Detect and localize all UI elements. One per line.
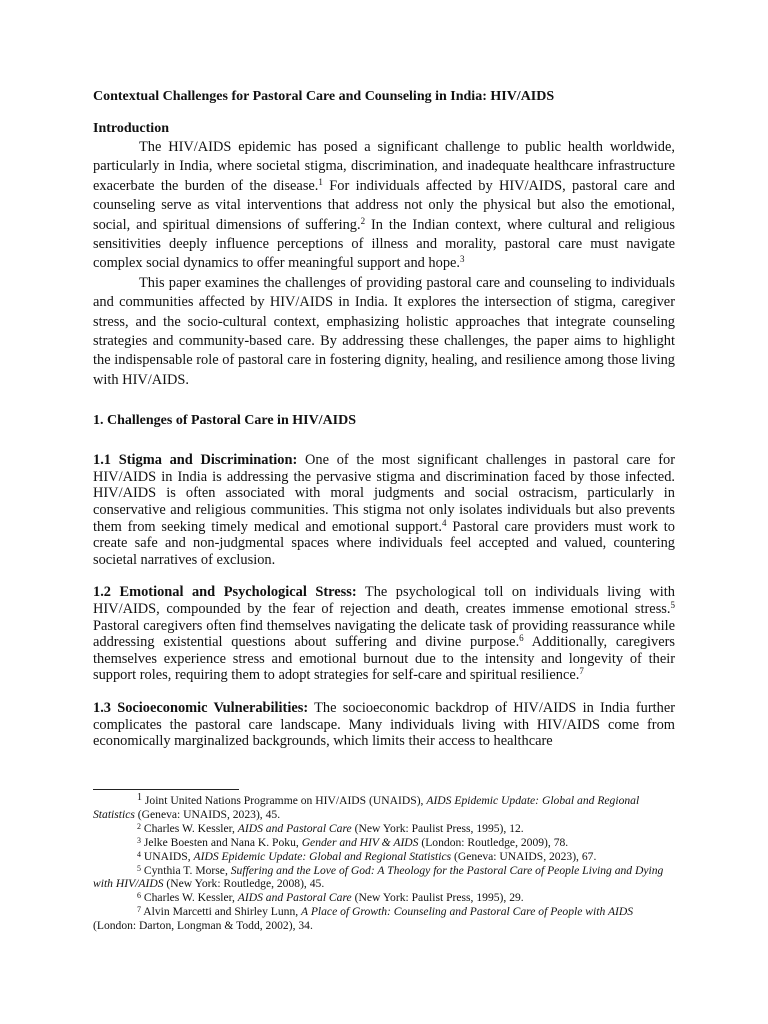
footnote-number: 1 xyxy=(137,792,142,803)
footnote-citation: (London: Routledge, 2009), 78. xyxy=(418,835,569,849)
footnote-citation: (New York: Routledge, 2008), 45. xyxy=(163,877,325,891)
footnote-separator xyxy=(93,789,239,790)
subsection-1-2-text: The psychological toll on individuals living with HIV/AIDS, compounded by the fear of rejection and death, creates immense emotional stress. xyxy=(93,584,675,618)
footnote-3 xyxy=(93,836,675,850)
subsection-1-3-text: The socioeconomic backdrop of HIV/AIDS in India further complicates the pastoral care landscape. Many individuals living with HIV/AIDS come from economically marginalized backgrounds, which limits their access to healthcare xyxy=(93,700,675,750)
subsection-1-2 xyxy=(93,584,675,684)
footnote-number: 6 xyxy=(137,891,141,901)
footnote-title: A Place of Growth: Counseling and Pastoral Care of People with AIDS xyxy=(301,905,634,919)
footnote-2 xyxy=(93,822,675,836)
footnote-title: AIDS and Pastoral Care xyxy=(237,891,352,905)
footnote-text: Jelke Boesten and Nana K. Poku, xyxy=(143,835,302,849)
footnote-title: Gender and HIV & AIDS xyxy=(301,835,419,849)
footnote-title: AIDS and Pastoral Care xyxy=(237,821,352,835)
footnote-title: AIDS Epidemic Update: Global and Regional Statistics xyxy=(93,794,640,821)
footnote-number: 5 xyxy=(137,863,141,873)
intro-sentence-3: In the Indian context, where cultural and religious sensitivities deeply influence perceptions of illness and morality, pastoral care must navigate complex social dynamics to offer meaningful support and hope. xyxy=(93,216,675,272)
footnote-ref-4: 4 xyxy=(442,517,447,528)
footnote-citation: (New York: Paulist Press, 1995), 12. xyxy=(351,821,524,835)
document-title: Contextual Challenges for Pastoral Care and Counseling in India: HIV/AIDS xyxy=(93,89,555,104)
footnote-1 xyxy=(93,794,675,822)
footnote-title: Suffering and the Love of God: A Theology for the Pastoral Care of People Living and Dying with HIV/AIDS xyxy=(93,863,664,891)
footnote-text: Charles W. Kessler, xyxy=(143,891,238,905)
footnote-ref-2: 2 xyxy=(360,215,366,226)
intro-sentence-1: The HIV/AIDS epidemic has posed a significant challenge to public health worldwide, particularly in India, where societal stigma, discrimination, and inadequate healthcare infrastructure exacerbate the burden of the disease. xyxy=(93,139,675,194)
footnote-text: Charles W. Kessler, xyxy=(143,821,238,835)
introduction-paragraph-2: This paper examines the challenges of providing pastoral care and counseling to individuals and communities affected by HIV/AIDS in India. It explores the intersection of stigma, caregiver stress, and the socio-cultural context, emphasizing holistic approaches that integrate counseling strategies and community-based care. By addressing these challenges, the paper aims to highlight the indispensable role of pastoral care in fostering dignity, healing, and resilience among those living with HIV/AIDS. xyxy=(93,274,675,388)
subsection-1-1-label: 1.1 Stigma and Discrimination: xyxy=(93,452,298,469)
subsection-1-2-label: 1.2 Emotional and Psychological Stress: xyxy=(93,584,357,601)
footnote-text: Alvin Marcetti and Shirley Lunn, xyxy=(143,905,302,919)
footnote-number: 7 xyxy=(137,905,141,915)
footnote-citation: (London: Darton, Longman & Todd, 2002), 34. xyxy=(93,919,313,933)
footnote-text: Joint United Nations Programme on HIV/AIDS (UNAIDS), xyxy=(144,794,427,807)
footnote-citation: (Geneva: UNAIDS, 2023), 67. xyxy=(451,849,597,863)
footnote-number: 4 xyxy=(137,849,141,859)
footnote-citation: (New York: Paulist Press, 1995), 29. xyxy=(351,891,524,905)
subsection-1-1-text: One of the most significant challenges in pastoral care for HIV/AIDS in India is addressing the pervasive stigma and discrimination faced by those infected. HIV/AIDS is often associated with moral judgments and social ostracism, particularly in conservative and religious communities. This stigma not only isolates individuals but also prevents them from seeking timely medical and emotional support. xyxy=(93,452,675,535)
footnotes xyxy=(93,794,675,933)
footnote-number: 2 xyxy=(137,821,141,831)
footnote-citation: (Geneva: UNAIDS, 2023), 45. xyxy=(134,807,281,821)
footnote-text: Cynthia T. Morse, xyxy=(143,863,231,877)
subsection-1-1-text-2: Pastoral care providers must work to create safe and non-judgmental spaces where individuals feel accepted and valued, countering societal narratives of exclusion. xyxy=(93,518,675,568)
footnote-ref-6: 6 xyxy=(519,633,524,644)
footnote-ref-7: 7 xyxy=(579,666,584,677)
footnote-text: UNAIDS, xyxy=(143,849,194,863)
section-1-heading: 1. Challenges of Pastoral Care in HIV/AIDS xyxy=(93,413,357,429)
footnote-5 xyxy=(93,864,675,892)
footnote-7 xyxy=(93,905,675,933)
footnote-6 xyxy=(93,891,675,905)
intro-sentence-2: For individuals affected by HIV/AIDS, pastoral care and counseling serve as vital interventions that address not only the physical but also the emotional, social, and spiritual dimensions of suffering. xyxy=(93,177,675,233)
subsection-1-1 xyxy=(93,452,675,568)
document-page xyxy=(93,88,675,766)
footnote-number: 3 xyxy=(137,835,141,845)
footnote-title: AIDS Epidemic Update: Global and Regional Statistics xyxy=(193,849,452,863)
footnote-ref-1: 1 xyxy=(318,176,323,187)
subsection-1-3-label: 1.3 Socioeconomic Vulnerabilities: xyxy=(93,700,309,716)
introduction-paragraph-1 xyxy=(93,138,675,274)
footnote-4 xyxy=(93,850,675,864)
footnote-ref-3: 3 xyxy=(460,254,465,265)
subsection-1-3 xyxy=(93,700,675,750)
subsection-1-2-text-3: Additionally, caregivers themselves experience stress and emotional burnout due to the intensity and longevity of their support roles, requiring them to adopt strategies for self-care and spiritual resilience. xyxy=(93,634,675,684)
footnote-ref-5: 5 xyxy=(670,600,675,611)
subsection-1-2-text-2: Pastoral caregivers often find themselves navigating the delicate task of providing reassurance while addressing existential questions about suffering and divine purpose. xyxy=(93,617,675,651)
introduction-heading: Introduction xyxy=(93,121,169,136)
